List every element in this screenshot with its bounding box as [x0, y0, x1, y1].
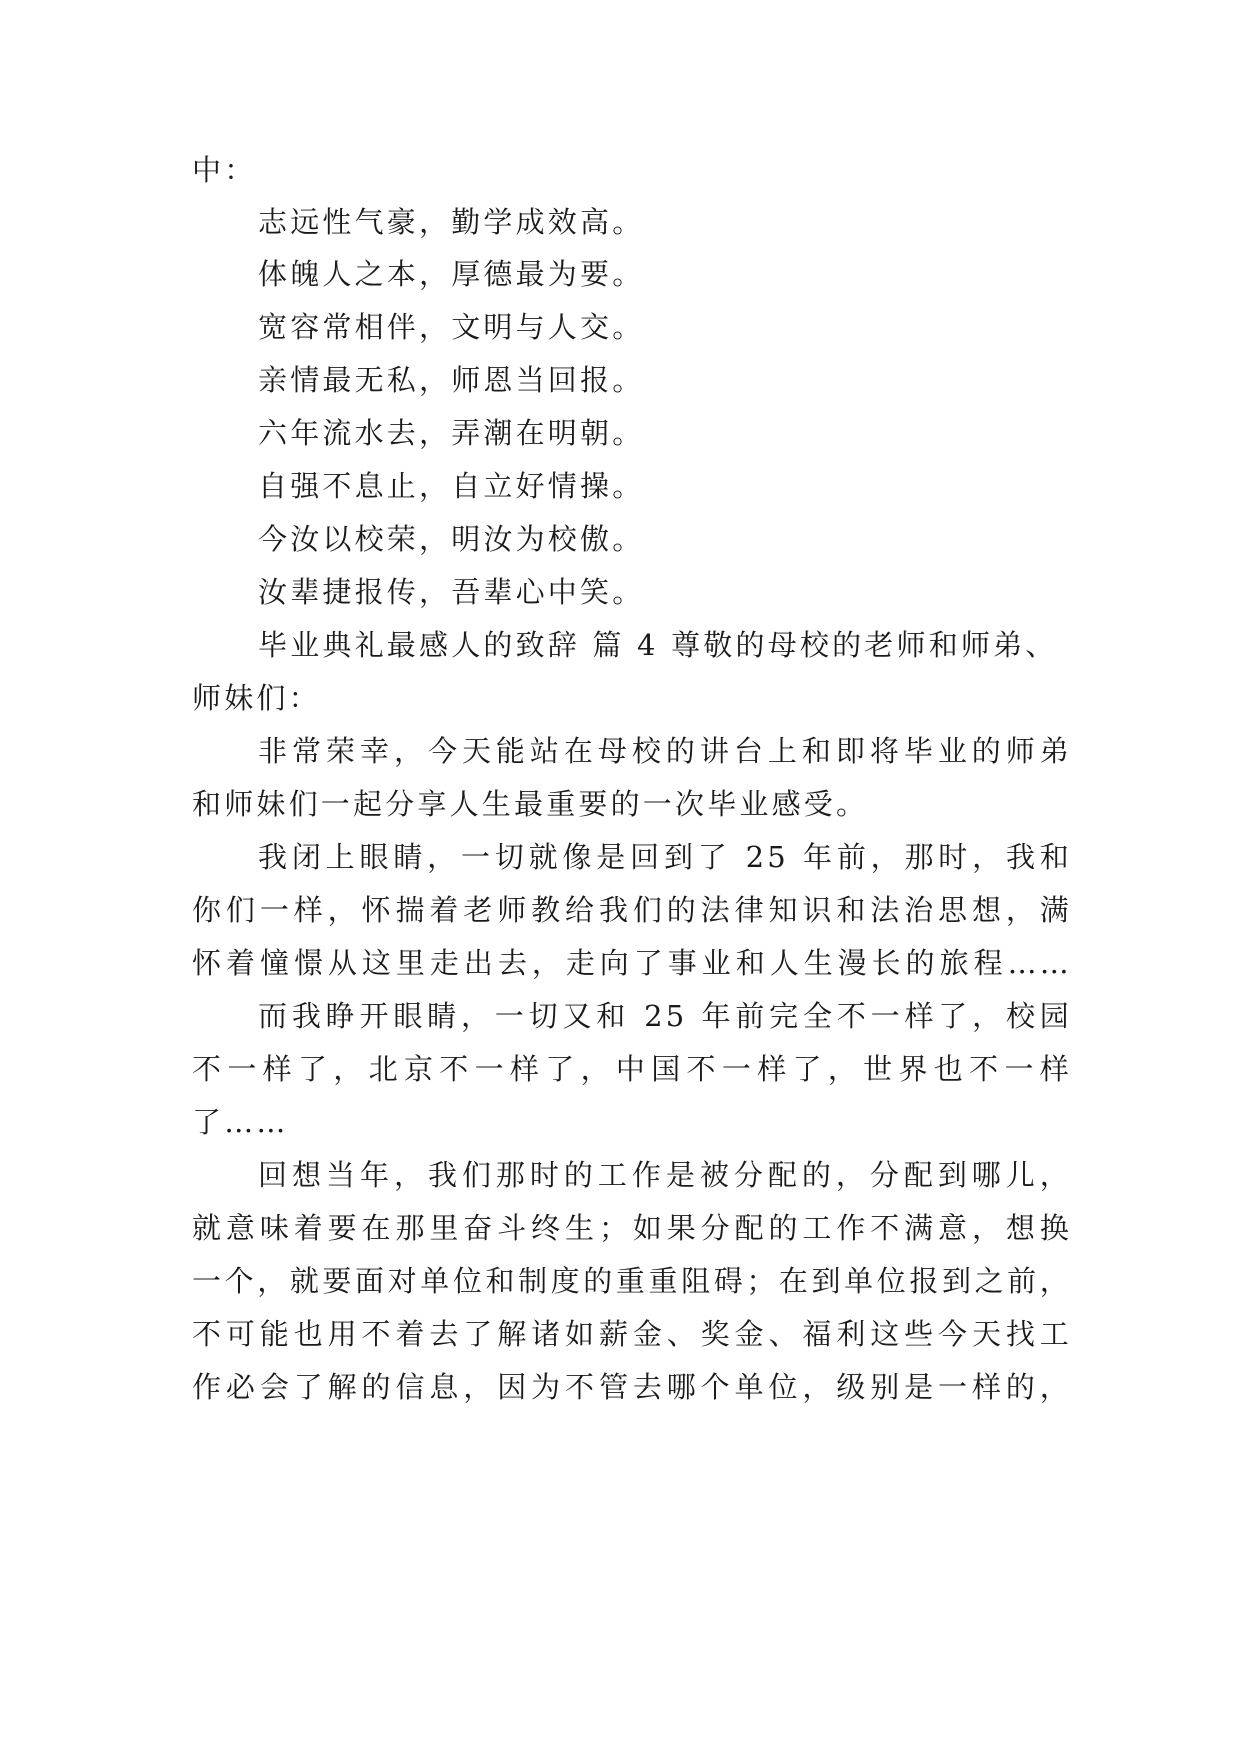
paragraph-line: 就意味着要在那里奋斗终生；如果分配的工作不满意，想换: [192, 1211, 1072, 1245]
poem-line: 自强不息止，自立好情操。: [258, 469, 645, 503]
paragraph-line: 了……: [192, 1105, 289, 1139]
poem-line: 亲情最无私，师恩当回报。: [258, 363, 645, 397]
paragraph-line: 非常荣幸，今天能站在母校的讲台上和即将毕业的师弟: [258, 734, 1072, 768]
paragraph-line: 我闭上眼睛，一切就像是回到了 25 年前，那时，我和: [258, 840, 1072, 874]
paragraph-line: 而我睁开眼睛，一切又和 25 年前完全不一样了，校园: [258, 999, 1072, 1033]
paragraph-line: 回想当年，我们那时的工作是被分配的，分配到哪儿，: [258, 1158, 1072, 1192]
paragraph-line: 作必会了解的信息，因为不管去哪个单位，级别是一样的，: [192, 1370, 1072, 1404]
paragraph-line: 怀着憧憬从这里走出去，走向了事业和人生漫长的旅程……: [192, 946, 1072, 980]
paragraph-line: 和师妹们一起分享人生最重要的一次毕业感受。: [192, 787, 869, 821]
poem-line: 体魄人之本，厚德最为要。: [258, 257, 645, 291]
text-line: 师妹们：: [192, 681, 321, 715]
text-line: 中：: [192, 153, 257, 187]
paragraph-line: 不可能也用不着去了解诸如薪金、奖金、福利这些今天找工: [192, 1317, 1072, 1351]
paragraph-line: 你们一样，怀揣着老师教给我们的法律知识和法治思想，满: [192, 893, 1072, 927]
section-heading-line: 毕业典礼最感人的致辞 篇 4 尊敬的母校的老师和师弟、: [258, 628, 1058, 662]
paragraph-line: 一个，就要面对单位和制度的重重阻碍；在到单位报到之前，: [192, 1264, 1072, 1298]
poem-line: 宽容常相伴，文明与人交。: [258, 310, 645, 344]
poem-line: 汝辈捷报传，吾辈心中笑。: [258, 575, 645, 609]
poem-line: 今汝以校荣，明汝为校傲。: [258, 522, 645, 556]
paragraph-line: 不一样了，北京不一样了，中国不一样了，世界也不一样: [192, 1052, 1072, 1086]
poem-line: 志远性气豪，勤学成效高。: [258, 205, 645, 239]
poem-line: 六年流水去，弄潮在明朝。: [258, 416, 645, 450]
